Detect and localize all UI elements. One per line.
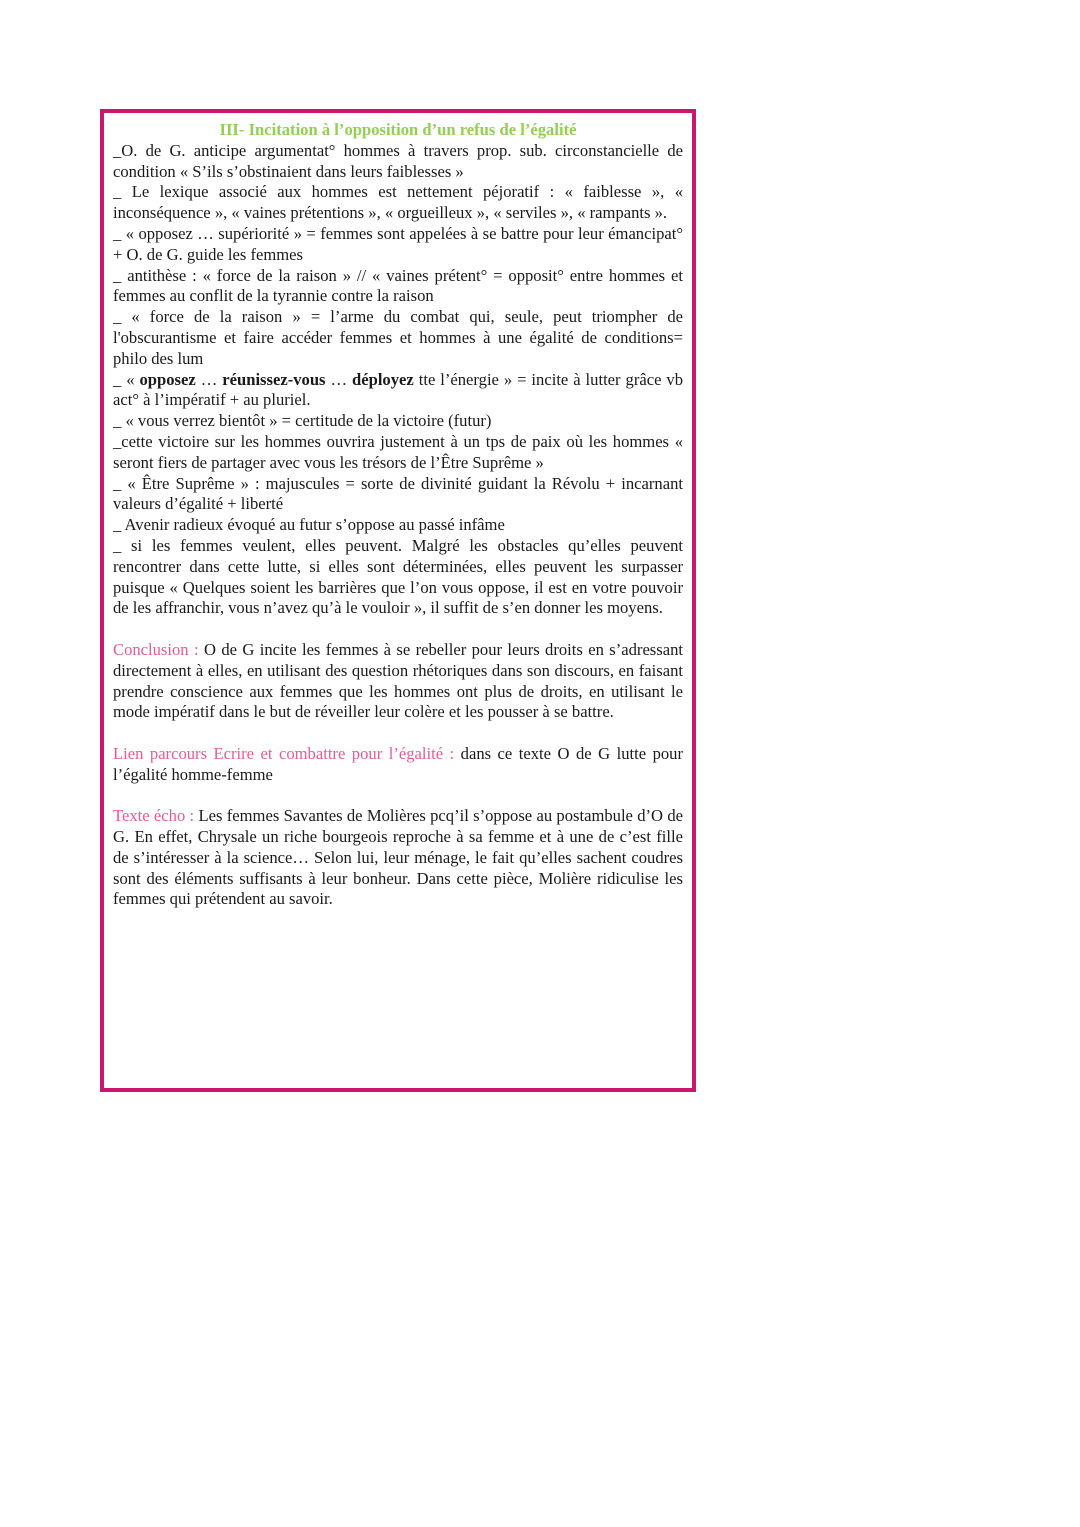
bold-deployez: déployez — [352, 369, 414, 389]
bullet-force-raison: _ « force de la raison » = l’arme du combat qui, seule, peut triompher de l'obscurantisme et faire accéder femmes et hommes à une égalité de conditions= philo des lum — [113, 307, 683, 368]
bullet-imperatif — [113, 370, 683, 412]
conclusion-label: Conclusion : — [113, 639, 204, 659]
echo-text: Les femmes Savantes de Molières pcq’il s’oppose au postambule d’O de G. En effet, Chrysale un riche bourgeois reproche à sa femme et à une de c’est fille de s’intéresser à la science… Selon lui, leur ménage, le fait qu’elles sachent coudres sont des éléments suffisants à leur bonheur. Dans cette pièce, Molière ridiculise les femmes qui prétendent au savoir. — [113, 806, 684, 909]
spacer — [113, 619, 683, 640]
section-title: III- Incitation à l’opposition d’un refus de l’égalité — [219, 120, 577, 139]
bullet-avenir: _ Avenir radieux évoqué au futur s’oppose au passé infâme — [113, 515, 505, 535]
bullet-futur: _ « vous verrez bientôt » = certitude de la victoire (futur) — [113, 411, 492, 431]
bold-opposez: opposez — [139, 369, 196, 389]
bullet-imperatif-mid1: … — [195, 369, 223, 389]
conclusion-paragraph — [113, 640, 683, 723]
bullet-etre-supreme: _ « Être Suprême » : majuscules = sorte de divinité guidant la Révolu + incarnant valeurs d’égalité + liberté — [113, 473, 683, 514]
spacer — [113, 723, 683, 744]
spacer — [113, 786, 683, 807]
bullet-opposez: _ « opposez … supériorité » = femmes sont appelées à se battre pour leur émancipat°+ O. de G. guide les femmes — [113, 223, 683, 264]
document-body — [113, 120, 683, 910]
bullet-volonte: _ si les femmes veulent, elles peuvent. Malgré les obstacles qu’elles peuvent rencontrer dans cette lutte, si elles sont déterminées, elles peuvent les surpasser puisque « Quelques soient les barrières que l’on vous oppose, il est en votre pouvoir de les affranchir, vous n’avez qu’à le vouloir », il suffit de s’en donner les moyens. — [113, 535, 683, 618]
echo-paragraph — [113, 806, 683, 910]
bullet-imperatif-mid2: … — [325, 369, 352, 389]
bullet-antithese: _ antithèse : « force de la raison » // « vaines prétent° = opposit° entre hommes et femmes au conflit de la tyrannie contre la raison — [113, 265, 683, 306]
bullet-victoire: _cette victoire sur les hommes ouvrira justement à un tps de paix où les hommes « seront fiers de partager avec vous les trésors de l’Être Suprême » — [113, 431, 683, 472]
conclusion-text: O de G incite les femmes à se rebeller pour leurs droits en s’adressant directement à elles, en utilisant des question rhétoriques dans son discours, en faisant prendre conscience aux femmes que les hommes ont plus de droits, en utilisant le mode impératif dans le but de réveiller leur colère et les pousser à se battre. — [113, 639, 683, 722]
bullet-imperatif-prefix: _ « — [113, 369, 140, 389]
lien-text: dans ce texte O de G lutte pour l’égalité homme-femme — [113, 743, 683, 784]
bullet-condition: _O. de G. anticipe argumentat° hommes à travers prop. sub. circonstancielle de condition « S’ils s’obstinaient dans leurs faiblesses » — [113, 140, 683, 181]
bullet-imperatif-suffix: tte l’énergie » = incite à lutter grâce vb act° à l’impératif + au pluriel. — [113, 369, 683, 410]
bullet-lexique: _ Le lexique associé aux hommes est nettement péjoratif : « faiblesse », « inconséquence », « vaines prétentions », « orgueilleux », « serviles », « rampants ». — [113, 182, 683, 223]
lien-paragraph — [113, 744, 683, 786]
lien-label: Lien parcours Ecrire et combattre pour l’égalité : — [113, 743, 461, 763]
echo-label: Texte écho : — [113, 806, 199, 826]
bold-reunissez: réunissez-vous — [222, 369, 326, 389]
